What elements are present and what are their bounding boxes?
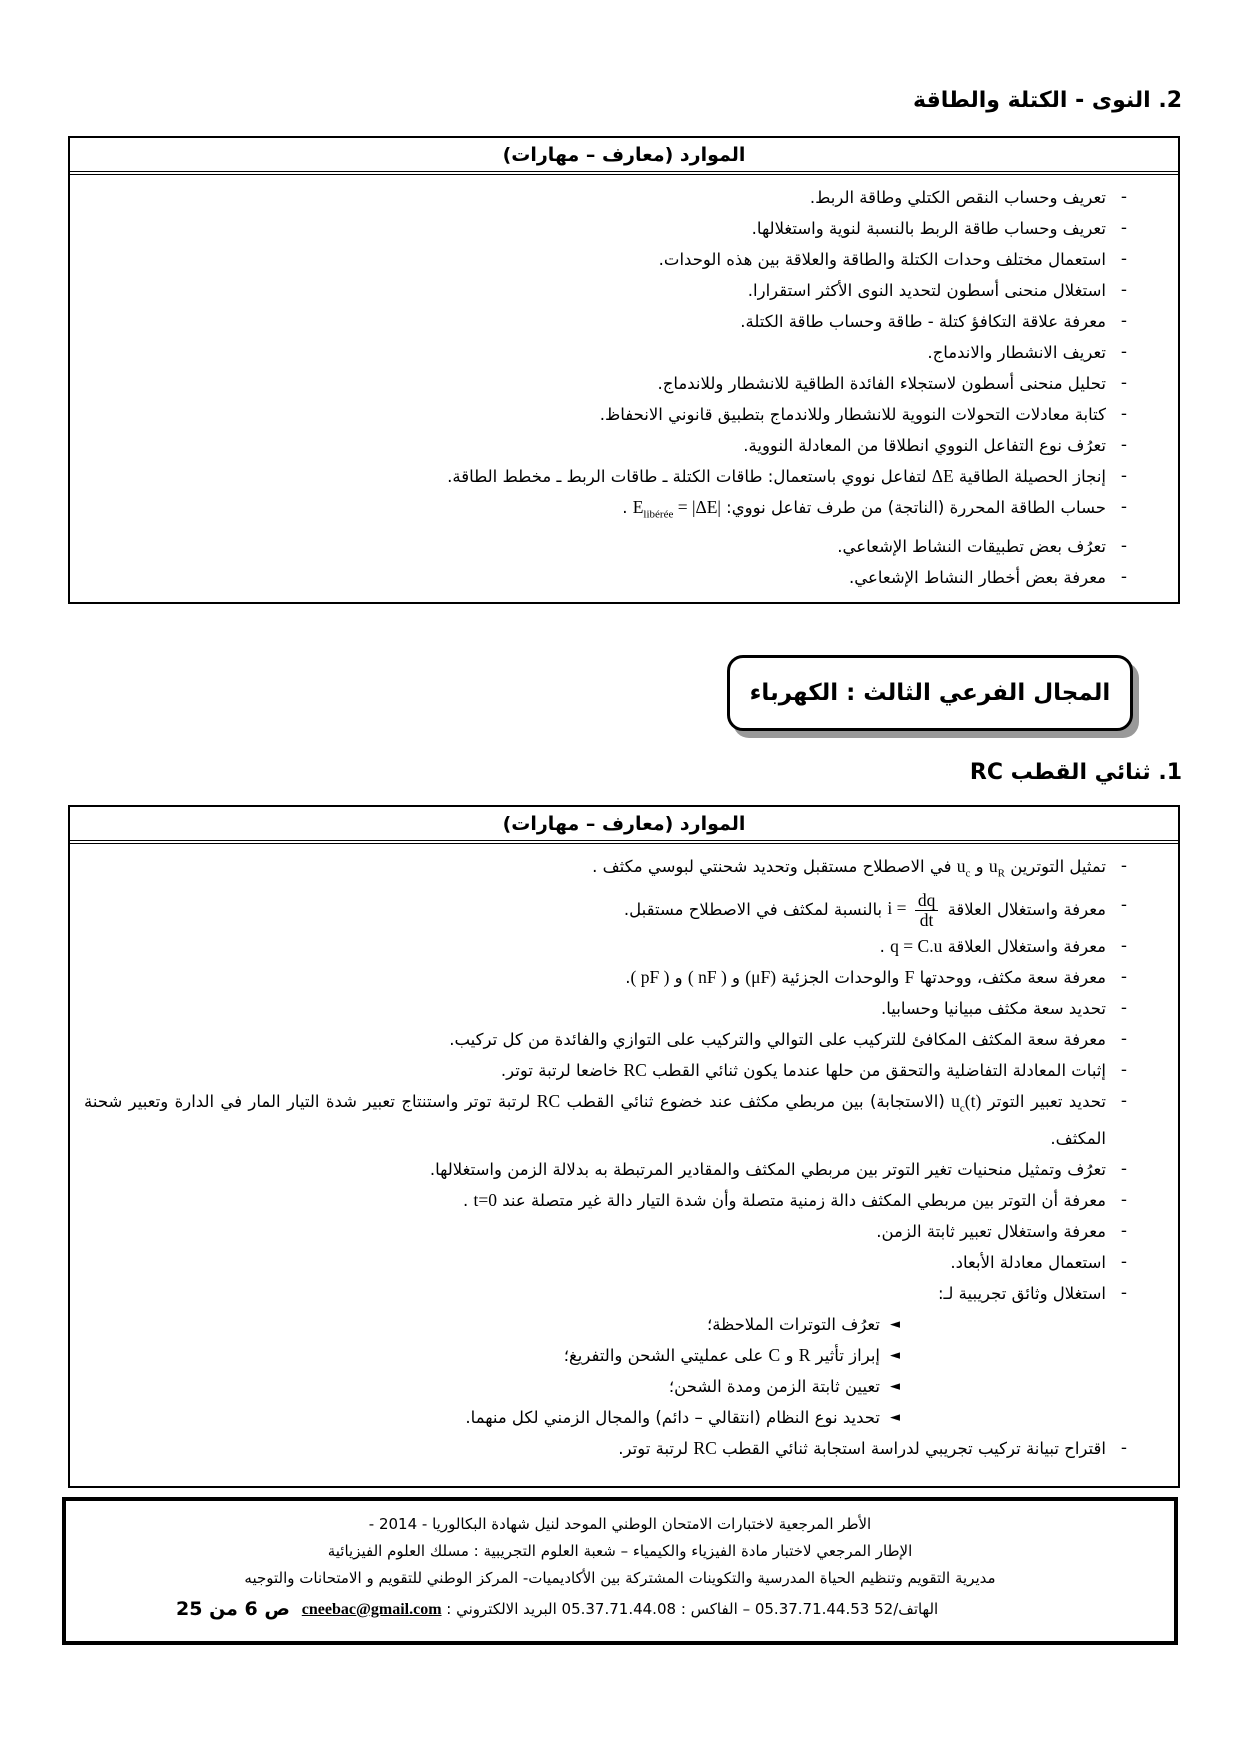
text-segment: خاضعا لرتبة توتر. [500,1061,624,1080]
text-segment: معرفة بعض أخطار النشاط الإشعاعي. [849,567,1106,587]
resource-item-text [84,1025,1106,1054]
dash-bullet: - [1120,373,1128,393]
resource-item [70,1433,1178,1464]
dash-bullet: - [1120,1158,1128,1179]
resource-item [70,368,1178,399]
sub-resource-item [70,1402,1178,1433]
fraction-numerator: dq [915,891,939,911]
text-segment: في الاصطلاح مستقبل وتحديد شحنتي لبوسي مكثف . [592,857,957,876]
resource-item-text [84,1372,880,1401]
footer-contact-text: الهاتف/52 05.37.71.44.53 – الفاكس : 05.37.71.44.08 البريد الالكتروني : [441,1600,939,1618]
resource-item-text [84,338,1106,367]
resource-item [70,1024,1178,1055]
text-segment: استغلال وثائق تجريبية لـ: [937,1283,1106,1303]
text-segment: كتابة معادلات التحولات النووية للانشطار وللاندماج بتطبيق قانوني الانحفاظ. [599,405,1106,424]
text-segment: معرفة واستغلال العلاقة [942,899,1106,919]
resource-item [70,244,1178,275]
page-number-label: ص 6 من 25 [176,1598,290,1620]
resource-item [70,1055,1178,1086]
rc-resources-table [68,805,1180,1488]
resource-item-text [84,932,1106,961]
dash-bullet: - [1120,497,1128,517]
resources-table-header: الموارد (معارف – مهارات) [70,807,1178,844]
dash-bullet: - [1120,1282,1128,1303]
text-segment: معرفة واستغلال العلاقة [942,937,1106,956]
math-segment: t=0 [473,1189,497,1210]
text-segment: بالنسبة لمكثف في الاصطلاح مستقبل. [623,899,888,919]
resource-item-text [84,1403,880,1432]
resource-item-text [84,891,1106,931]
dash-bullet: - [1120,311,1128,331]
text-segment: معرفة واستغلال تعبير ثابتة الزمن. [876,1221,1106,1241]
math-segment: RC [623,1060,647,1080]
text-segment: (الاستجابة) بين مربطي مكثف عند خضوع ثنائي القطب [560,1092,952,1111]
resource-item [70,562,1178,593]
dash-bullet: - [1120,435,1128,455]
dash-bullet: - [1120,1189,1128,1210]
dash-bullet: - [1120,1251,1128,1272]
math-segment: RC [693,1437,717,1458]
resource-item [70,492,1178,531]
math-segment: $E_{libérée} = |\Delta E|$ [632,497,721,521]
math-subscript: c [959,1102,965,1115]
text-segment: تعريف الانشطار والاندماج. [927,343,1106,362]
dash-bullet: - [1120,218,1128,238]
resource-item [70,399,1178,430]
footer-line: الأطر المرجعية لاختبارات الامتحان الوطني الموحد لنيل شهادة البكالوريا - 2014 - [368,1515,872,1533]
dash-bullet: - [1120,566,1128,587]
text-segment: تعيين ثابتة الزمن ومدة الشحن؛ [668,1376,880,1396]
dash-bullet: - [1120,936,1128,956]
dash-bullet: - [1120,280,1128,300]
resource-item-text [84,493,1106,530]
text-segment: على عمليتي الشحن والتفريغ؛ [563,1345,769,1365]
resource-item-text [84,1341,880,1370]
footer-line: مديرية التقويم وتنظيم الحياة المدرسية والتكوينات المشتركة بين الأكاديميات- المركز الوطني للتقويم و الامتحانات والتوجيه [244,1569,996,1587]
text-segment: و [726,968,746,987]
text-segment: معرفة سعة مكثف، ووحدتها [914,968,1106,987]
resource-item-text [84,1279,1106,1308]
text-segment: استعمال معادلة الأبعاد. [950,1252,1106,1272]
nuclei-resources-table [68,136,1180,604]
subfield-title-box [727,655,1133,731]
text-segment: و [780,1345,799,1365]
resource-item-text [84,1186,1106,1215]
resource-item [70,1185,1178,1216]
dash-bullet: - [1120,466,1128,486]
resource-item [70,182,1178,213]
arrow-bullet-icon: ◄ [890,1316,900,1332]
dash-bullet: - [1120,342,1128,362]
resource-item [70,531,1178,562]
resource-item [70,1278,1178,1309]
resource-item [70,890,1178,932]
text-segment: استعمال مختلف وحدات الكتلة والطاقة والعلاقة بين هذه الوحدات. [658,250,1106,269]
resource-item-text [84,532,1106,561]
text-segment: والوحدات الجزئية [776,968,905,987]
text-segment: . [879,937,891,956]
text-segment: معرفة علاقة التكافؤ كتلة - طاقة وحساب طاقة الكتلة. [740,312,1106,331]
math-segment: $u_c(t)$ [951,1091,982,1115]
dash-bullet: - [1120,187,1128,207]
sub-resource-item [70,1340,1178,1371]
resource-item-text [84,369,1106,398]
math-subscript: R [997,867,1005,880]
resource-item [70,851,1178,890]
resource-item [70,1154,1178,1185]
dash-bullet: - [1120,998,1128,1018]
text-segment: لتفاعل نووي باستعمال: طاقات الكتلة ـ طاقات الربط ـ مخطط الطاقة. [447,467,932,486]
resources-table-body [70,844,1178,1473]
text-segment: . [463,1190,474,1210]
section-heading-nuclei-mass-energy: 2. النوى - الكتلة والطاقة [913,88,1182,113]
resource-item-text [84,563,1106,592]
resource-item [70,275,1178,306]
math-segment: RC [536,1091,561,1111]
dash-bullet: - [1120,967,1128,987]
resource-item [70,1247,1178,1278]
dash-bullet: - [1120,535,1128,556]
text-segment: لرتبة توتر واستنتاج تعبير شدة التيار المار في الدارة وتعبير شحنة المكثف. [84,1092,1106,1148]
text-segment: معرفة أن التوتر بين مربطي المكثف دالة زمنية متصلة وأن شدة التيار دالة غير متصلة عند [497,1190,1106,1210]
resource-item [70,1086,1178,1154]
text-segment: اقتراح تبيانة تركيب تجريبي لدراسة استجابة ثنائي القطب [716,1438,1106,1458]
text-segment: تحديد تعبير التوتر [981,1092,1106,1111]
dash-bullet: - [1120,1437,1128,1458]
resource-item [70,337,1178,368]
arrow-bullet-icon: ◄ [890,1409,900,1425]
text-segment: استغلال منحنى أسطون لتحديد النوى الأكثر استقرارا. [747,281,1106,300]
resource-item [70,931,1178,962]
text-segment: تعرُف بعض تطبيقات النشاط الإشعاعي. [837,536,1106,556]
text-segment: تحديد سعة مكثف مبيانيا وحسابيا. [881,999,1106,1018]
math-segment: ΔE [931,466,954,486]
resource-item [70,993,1178,1024]
dash-bullet: - [1120,1060,1128,1080]
text-segment: تعرُف وتمثيل منحنيات تغير التوتر بين مربطي المكثف والمقادير المرتبطة به بدلالة الزمن واستغلالها. [429,1159,1106,1179]
dash-bullet: - [1120,1220,1128,1241]
dash-bullet: - [1120,249,1128,269]
resource-item-text [84,183,1106,212]
resource-item-text [84,852,1106,889]
resource-item-text [84,307,1106,336]
text-segment: إنجاز الحصيلة الطاقية [953,467,1106,486]
math-fraction: i = $\frac{dq}{dt}$ [887,898,942,918]
text-segment: تعرُف نوع التفاعل النووي انطلاقا من المعادلة النووية. [743,436,1106,455]
resource-item-text [84,276,1106,305]
text-segment: . [622,498,633,517]
math-subscript: c [965,867,971,880]
resource-item-text [84,963,1106,992]
resource-item [70,213,1178,244]
text-segment: و [970,857,989,876]
text-segment: تعرُف التوترات الملاحظة؛ [706,1314,880,1334]
text-segment: معرفة سعة المكثف المكافئ للتركيب على التوالي والتركيب على التوازي والفائدة من كل تركيب. [449,1030,1106,1049]
resource-item-text [84,1087,1106,1153]
dash-bullet: - [1120,404,1128,424]
text-segment: إبراز تأثير [810,1345,880,1365]
resource-item [70,306,1178,337]
math-segment: R [798,1344,811,1365]
dash-bullet: - [1120,894,1128,915]
text-segment: لرتبة توتر. [618,1438,694,1458]
text-segment: تحليل منحنى أسطون لاستجلاء الفائدة الطاقية للانشطار وللاندماج. [657,374,1106,393]
sub-resource-item [70,1371,1178,1402]
math-segment: $u_R$ [988,856,1005,880]
fraction-denominator: dt [919,909,934,930]
resource-item-text [84,1248,1106,1277]
arrow-bullet-icon: ◄ [890,1347,900,1363]
resource-item [70,962,1178,993]
math-segment: (μF) [745,967,777,987]
text-segment: حساب الطاقة المحررة (الناتجة) من طرف تفاعل نووي: [720,498,1106,517]
text-segment: و [669,968,688,987]
email-link[interactable]: cneebac@gmail.com [301,1601,442,1618]
resource-item-text [84,1310,880,1339]
subfield-title: المجال الفرعي الثالث : الكهرباء [749,680,1111,706]
page-footer [62,1497,1178,1645]
resource-item-text [84,400,1106,429]
resource-item [70,461,1178,492]
arrow-bullet-icon: ◄ [890,1378,900,1394]
resource-item-text [84,1155,1106,1184]
dash-bullet: - [1120,1091,1128,1111]
sub-resource-item [70,1309,1178,1340]
resources-table-body [70,175,1178,602]
math-segment: F [904,967,915,987]
resource-item [70,1216,1178,1247]
resource-item-text [84,462,1106,491]
text-segment: إثبات المعادلة التفاضلية والتحقق من حلها عندما يكون ثنائي القطب [646,1061,1106,1080]
dash-bullet: - [1120,1029,1128,1049]
section-heading-rc-dipole: 1. ثنائي القطب RC [969,760,1182,785]
resource-item [70,430,1178,461]
text-segment: تعريف وحساب النقص الكتلي وطاقة الربط. [809,188,1106,207]
text-segment: تحديد نوع النظام (انتقالي – دائم) والمجال الزمني لكل منهما. [465,1407,880,1427]
resource-item-text [84,214,1106,243]
resource-item-text [84,431,1106,460]
resource-item-text [84,994,1106,1023]
dash-bullet: - [1120,856,1128,876]
math-subscript: libérée [643,508,674,521]
resource-item-text [84,1434,1106,1463]
fraction [915,891,939,931]
resource-item-text [84,1056,1106,1085]
math-segment: q = C.u [890,936,943,956]
text-segment: تعريف وحساب طاقة الربط بالنسبة لنوية واستغلالها. [751,219,1106,238]
footer-contact-line [76,1594,1164,1625]
resource-item-text [84,1217,1106,1246]
text-segment: . [625,968,631,987]
resource-item-text [84,245,1106,274]
math-segment: ( nF ) [687,967,727,987]
math-segment: $u_c$ [956,856,971,880]
resources-table-header: الموارد (معارف – مهارات) [70,138,1178,175]
math-segment: ( pF ) [630,967,670,987]
text-segment: تمثيل التوترين [1004,857,1106,876]
footer-line: الإطار المرجعي لاختبار مادة الفيزياء والكيمياء – شعبة العلوم التجريبية : مسلك العلوم الفيزيائية [327,1542,913,1560]
math-segment: C [768,1344,781,1365]
